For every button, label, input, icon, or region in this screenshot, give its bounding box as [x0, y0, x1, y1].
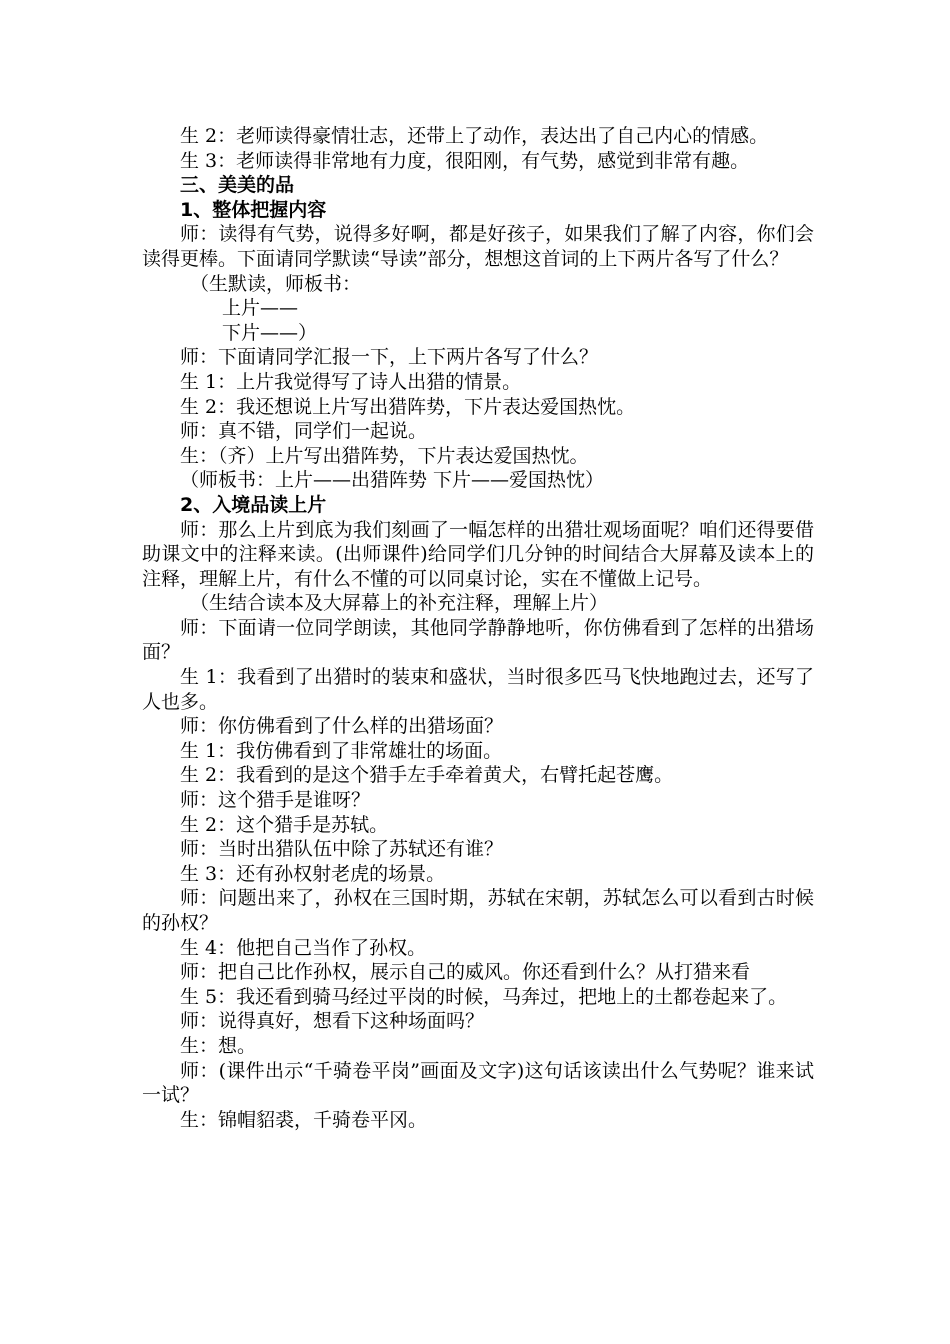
- paragraph: 上片——: [222, 297, 299, 320]
- paragraph: 师：这个猎手是谁呀？: [180, 789, 371, 812]
- paragraph: 生 2：我看到的是这个猎手左手牵着黄犬，右臂托起苍鹰。: [180, 764, 674, 787]
- paragraph: 生 3：老师读得非常地有力度，很阳刚，有气势，感觉到非常有趣。: [180, 149, 750, 172]
- paragraph: 师：(课件出示“千骑卷平岗”画面及文字)这句话该读出什么气势呢？谁来试一试？: [142, 1059, 814, 1107]
- paragraph: （生结合读本及大屏幕上的补充注释，理解上片）: [190, 592, 609, 615]
- section-heading: 三、美美的品: [180, 174, 295, 197]
- paragraph: 师：问题出来了，孙权在三国时期，苏轼在宋朝，苏轼怎么可以看到古时候的孙权？: [142, 887, 814, 934]
- paragraph: 生 2：老师读得豪情壮志，还带上了动作，表达出了自己内心的情感。: [180, 125, 769, 147]
- paragraph: 生：锦帽貂裘，千骑卷平冈。: [180, 1108, 428, 1131]
- paragraph: 师：下面请一位同学朗读，其他同学静静地听，你仿佛看到了怎样的出猎场面？: [142, 616, 814, 664]
- paragraph: 生 4：他把自己当作了孙权。: [180, 936, 427, 959]
- section-heading: 1、整体把握内容: [180, 198, 327, 221]
- paragraph: （师板书：上片——出猎阵势 下片——爱国热忱）: [180, 469, 605, 492]
- paragraph: 师：说得真好，想看下这种场面吗？: [180, 1010, 485, 1033]
- paragraph: 生 3：还有孙权射老虎的场景。: [180, 862, 446, 885]
- document-page: [142, 124, 814, 1132]
- paragraph: 下片——）: [222, 321, 318, 344]
- paragraph: 师：读得有气势，说得多好啊，都是好孩子，如果我们了解了内容，你们会读得更棒。下面请同学默读“导读”部分，想想这首词的上下两片各写了什么？: [142, 223, 814, 270]
- paragraph: 生：想。: [180, 1034, 257, 1057]
- paragraph: 生 2：我还想说上片写出猎阵势，下片表达爱国热忱。: [180, 395, 636, 418]
- paragraph: 师：你仿佛看到了什么样的出猎场面？: [180, 715, 504, 738]
- paragraph: 师：真不错，同学们一起说。: [180, 420, 428, 443]
- paragraph: 师：那么上片到底为我们刻画了一幅怎样的出猎壮观场面呢？咱们还得要借助课文中的注释来读。(出师课件)给同学们几分钟的时间结合大屏幕及读本上的注释，理解上片，有什么不懂的可以同桌讨论，实在不懂做上记号。: [142, 518, 814, 590]
- paragraph: 生 1：我看到了出猎时的装束和盛状，当时很多匹马飞快地跑过去，还写了人也多。: [142, 666, 814, 713]
- paragraph: （生默读，师板书：: [190, 272, 362, 295]
- paragraph: 生 2：这个猎手是苏轼。: [180, 813, 389, 836]
- paragraph: 生：（齐）上片写出猎阵势，下片表达爱国热忱。: [180, 444, 589, 467]
- paragraph: 师：下面请同学汇报一下，上下两片各写了什么？: [180, 346, 599, 369]
- paragraph: 师：把自己比作孙权，展示自己的威风。你还看到什么？从打猎来看: [180, 961, 751, 984]
- paragraph: 生 1：我仿佛看到了非常雄壮的场面。: [180, 739, 503, 762]
- section-heading: 2、入境品读上片: [180, 493, 327, 516]
- paragraph: 生 1：上片我觉得写了诗人出猎的情景。: [180, 370, 522, 393]
- paragraph: 生 5：我还看到骑马经过平岗的时候，马奔过，把地上的土都卷起来了。: [180, 985, 788, 1008]
- paragraph: 师：当时出猎队伍中除了苏轼还有谁？: [180, 838, 504, 861]
